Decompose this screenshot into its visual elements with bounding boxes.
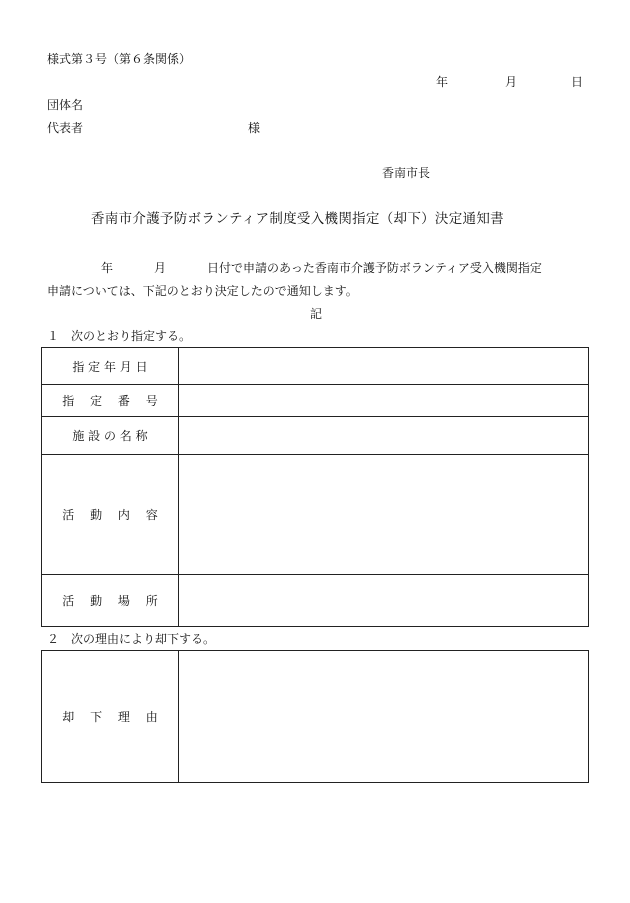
designation-table <box>41 347 589 627</box>
facility-name-field[interactable] <box>179 417 588 454</box>
activity-location-field[interactable] <box>179 575 588 626</box>
rejection-reason-field[interactable] <box>179 651 588 782</box>
representative-label: 代表者 <box>47 121 84 135</box>
date-month-label: 月 <box>505 75 518 89</box>
body-text-line1: 日付で申請のあった香南市介護予防ボランティア受入機関指定 <box>207 261 542 275</box>
section2-heading: ２ 次の理由により却下する。 <box>47 632 216 646</box>
honorific-suffix: 様 <box>248 121 261 135</box>
designation-number-field[interactable] <box>179 385 588 416</box>
ki-heading: 記 <box>310 307 323 321</box>
date-year-label: 年 <box>436 75 449 89</box>
issuer-name: 香南市長 <box>382 166 431 180</box>
table-row <box>42 454 588 574</box>
table-row <box>42 651 588 782</box>
activity-content-field[interactable] <box>179 455 588 574</box>
designation-date-field[interactable] <box>179 348 588 384</box>
organization-name-label: 団体名 <box>47 98 84 112</box>
activity-location-label: 活 動 場 所 <box>42 575 179 626</box>
rejection-reason-label: 却 下 理 由 <box>42 651 179 782</box>
section1-heading: １ 次のとおり指定する。 <box>47 329 192 343</box>
table-row <box>42 574 588 626</box>
body-month-label: 月 <box>154 261 167 275</box>
table-row <box>42 416 588 454</box>
table-row <box>42 384 588 416</box>
rejection-table <box>41 650 589 783</box>
facility-name-label: 施 設 の 名 称 <box>42 417 179 454</box>
document-title: 香南市介護予防ボランティア制度受入機関指定（却下）決定通知書 <box>91 211 504 227</box>
date-day-label: 日 <box>571 75 584 89</box>
body-year-label: 年 <box>101 261 114 275</box>
table-row <box>42 348 588 384</box>
form-number: 様式第３号（第６条関係） <box>47 52 192 66</box>
designation-number-label: 指 定 番 号 <box>42 385 179 416</box>
body-text-line2: 申請については、下記のとおり決定したので通知します。 <box>47 284 358 298</box>
activity-content-label: 活 動 内 容 <box>42 455 179 574</box>
designation-date-label: 指 定 年 月 日 <box>42 348 179 384</box>
